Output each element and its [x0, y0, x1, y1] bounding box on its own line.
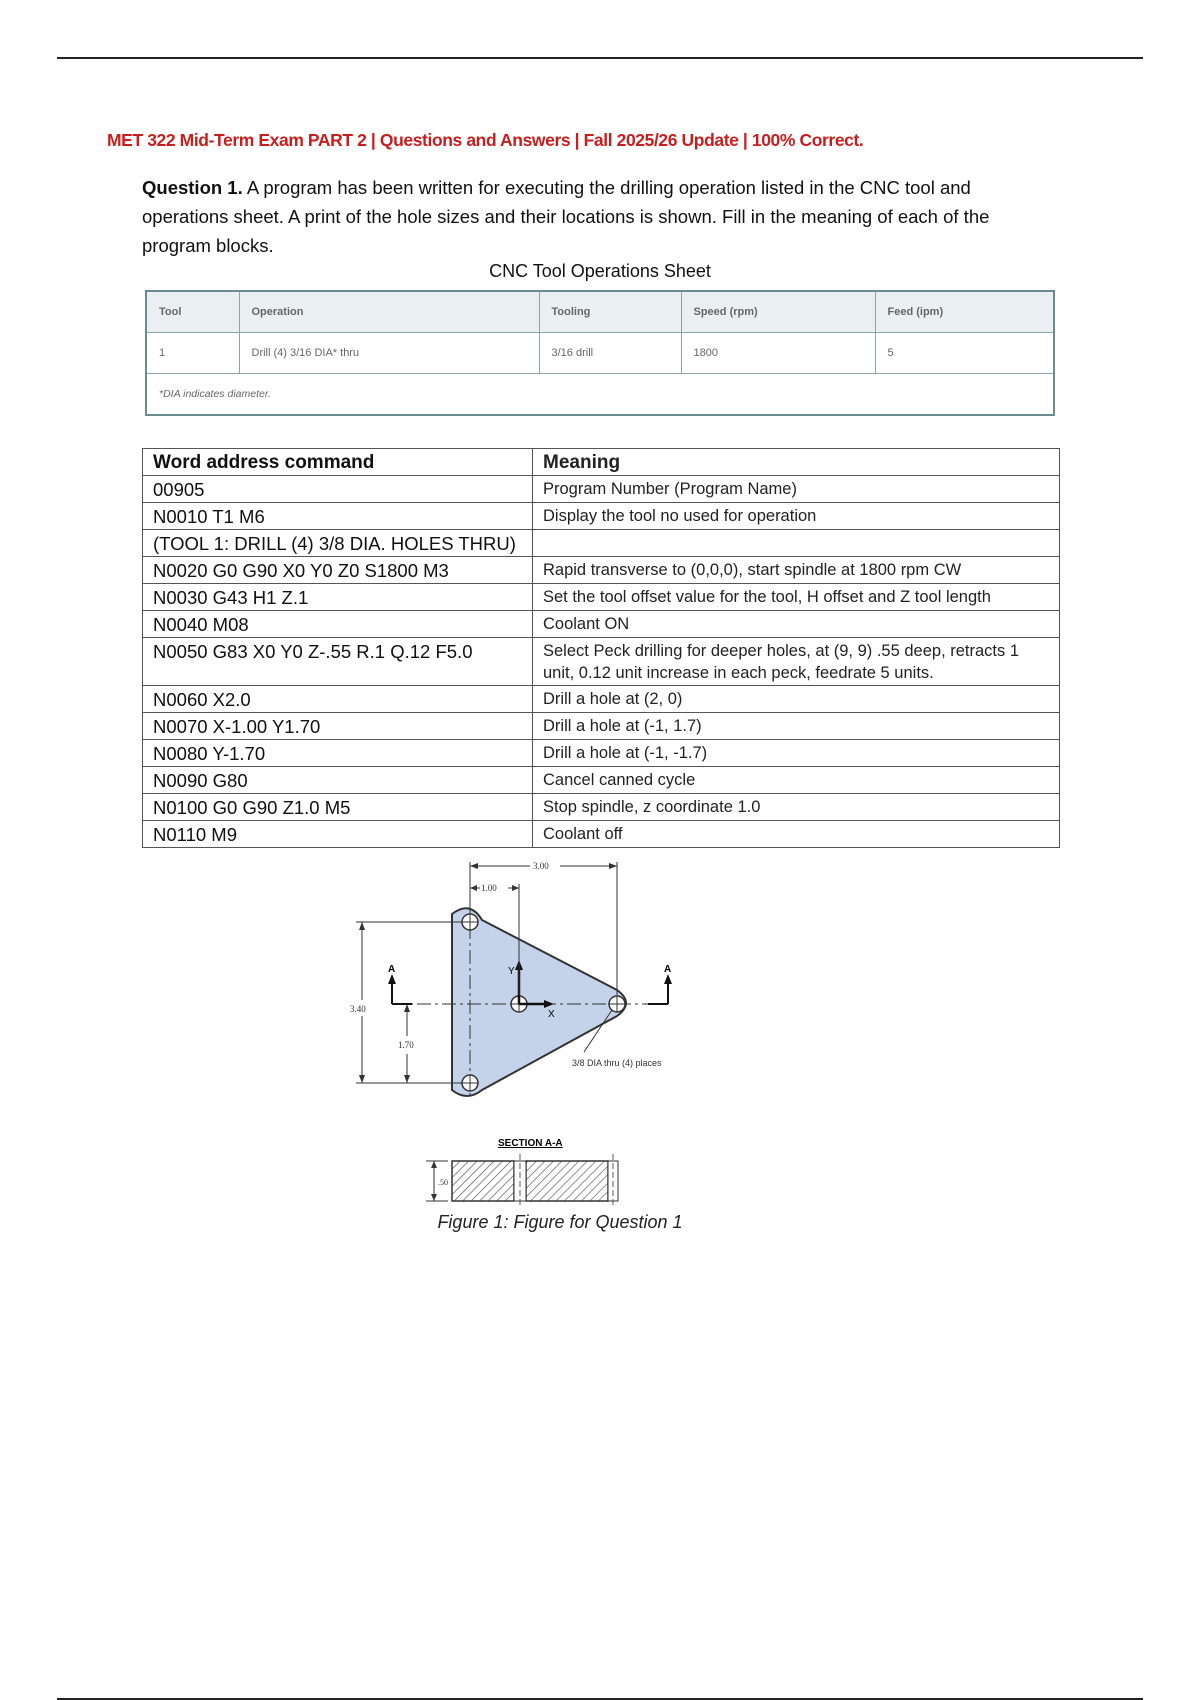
dim-1-70: 1.70 — [398, 1040, 414, 1050]
command-cell: N0100 G0 G90 Z1.0 M5 — [143, 794, 533, 821]
table-row — [143, 740, 1060, 767]
question-1 — [142, 173, 1062, 260]
ops-cell: 1800 — [681, 333, 875, 374]
ops-note-row — [146, 374, 1054, 416]
table-row — [143, 611, 1060, 638]
ops-header-row — [146, 291, 1054, 333]
meaning-cell: Select Peck drilling for deeper holes, at (9, 9) .55 deep, retracts 1 unit, 0.12 unit increase in each peck, feedrate 5 units. — [533, 638, 1060, 686]
ops-sheet-table — [145, 290, 1055, 416]
meaning-cell: Coolant ON — [533, 611, 1060, 638]
table-row — [143, 686, 1060, 713]
table-row — [143, 503, 1060, 530]
header-meaning: Meaning — [533, 449, 1060, 476]
word-address-table — [142, 448, 1060, 848]
meaning-cell: Set the tool offset value for the tool, H offset and Z tool length — [533, 584, 1060, 611]
ops-header-cell: Operation — [239, 291, 539, 333]
table-row — [143, 767, 1060, 794]
command-cell: N0090 G80 — [143, 767, 533, 794]
axis-y-label: Y — [508, 966, 515, 977]
ops-header-cell: Tool — [146, 291, 239, 333]
meaning-cell — [533, 530, 1060, 557]
table-header-row — [143, 449, 1060, 476]
meaning-cell: Drill a hole at (-1, -1.7) — [533, 740, 1060, 767]
command-cell: 00905 — [143, 476, 533, 503]
meaning-cell: Coolant off — [533, 821, 1060, 848]
ops-sheet-title: CNC Tool Operations Sheet — [489, 261, 711, 281]
meaning-cell: Drill a hole at (-1, 1.7) — [533, 713, 1060, 740]
table-row — [143, 821, 1060, 848]
command-cell: N0080 Y-1.70 — [143, 740, 533, 767]
ops-cell: 5 — [875, 333, 1054, 374]
command-cell: N0060 X2.0 — [143, 686, 533, 713]
hole-note: 3/8 DIA thru (4) places — [572, 1058, 662, 1068]
dim-3-00: 3.00 — [533, 861, 549, 871]
dim-1-00: 1.00 — [481, 883, 497, 893]
ops-cell: 1 — [146, 333, 239, 374]
command-cell: N0020 G0 G90 X0 Y0 Z0 S1800 M3 — [143, 557, 533, 584]
table-row — [143, 713, 1060, 740]
table-row — [143, 530, 1060, 557]
ops-header-cell: Tooling — [539, 291, 681, 333]
ops-cell: 3/16 drill — [539, 333, 681, 374]
meaning-cell: Program Number (Program Name) — [533, 476, 1060, 503]
command-cell: N0110 M9 — [143, 821, 533, 848]
axis-x-label: X — [548, 1009, 555, 1020]
command-cell: N0040 M08 — [143, 611, 533, 638]
question-text: A program has been written for executing the drilling operation listed in the CNC tool and operations sheet. A print of the hole sizes and their locations is shown. Fill in the meaning of each of the program blocks. — [142, 177, 990, 256]
ops-header-cell: Speed (rpm) — [681, 291, 875, 333]
header-command: Word address command — [143, 449, 533, 476]
section-title: SECTION A-A — [498, 1138, 563, 1149]
table-row — [143, 476, 1060, 503]
table-row — [143, 638, 1060, 686]
command-cell: (TOOL 1: DRILL (4) 3/8 DIA. HOLES THRU) — [143, 530, 533, 557]
top-rule — [57, 57, 1143, 59]
question-label: Question 1. — [142, 177, 243, 198]
ops-row — [146, 333, 1054, 374]
command-cell: N0030 G43 H1 Z.1 — [143, 584, 533, 611]
command-cell: N0010 T1 M6 — [143, 503, 533, 530]
command-cell: N0070 X-1.00 Y1.70 — [143, 713, 533, 740]
table-row — [143, 584, 1060, 611]
command-cell: N0050 G83 X0 Y0 Z-.55 R.1 Q.12 F5.0 — [143, 638, 533, 686]
document-header: MET 322 Mid-Term Exam PART 2 | Questions and Answers | Fall 2025/26 Update | 100% Correct. — [107, 130, 864, 150]
table-row — [143, 794, 1060, 821]
table-row — [143, 557, 1060, 584]
dim-3-40: 3.40 — [350, 1004, 366, 1014]
meaning-cell: Stop spindle, z coordinate 1.0 — [533, 794, 1060, 821]
part-drawing — [330, 858, 730, 1258]
hole-icon — [462, 914, 478, 930]
meaning-cell: Drill a hole at (2, 0) — [533, 686, 1060, 713]
meaning-cell: Display the tool no used for operation — [533, 503, 1060, 530]
ops-note: *DIA indicates diameter. — [146, 374, 1054, 416]
figure-caption: Figure 1: Figure for Question 1 — [437, 1212, 683, 1232]
section-marker-left: A — [388, 964, 396, 975]
thickness-dim: .50 — [438, 1178, 448, 1187]
meaning-cell: Cancel canned cycle — [533, 767, 1060, 794]
hole-icon — [462, 1075, 478, 1091]
section-marker-right: A — [664, 964, 672, 975]
meaning-cell: Rapid transverse to (0,0,0), start spindle at 1800 rpm CW — [533, 557, 1060, 584]
ops-header-cell: Feed (ipm) — [875, 291, 1054, 333]
ops-cell: Drill (4) 3/16 DIA* thru — [239, 333, 539, 374]
hole-icon — [609, 996, 625, 1012]
